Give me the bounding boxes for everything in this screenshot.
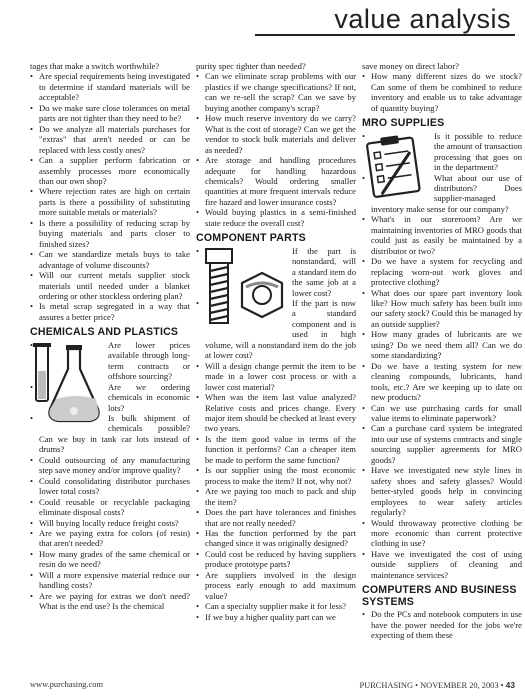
question-item: • Do we analyze all materials purchases for "extras" that aren't needed or can be replaced with less costly ones?	[30, 124, 190, 155]
question-item: • Do we make sure close tolerances on metal parts are not tighter than they need to be?	[30, 103, 190, 124]
question-item: • Is our supplier using the most economic process to make the item? If not, why not?	[196, 465, 356, 486]
question-item: • What about our use of distributors? Does supplier-managed inventory make sense for our company?	[362, 173, 522, 215]
question-item: • Will a more expensive material reduce our handling costs?	[30, 570, 190, 591]
mro-supplies-question-list	[362, 131, 522, 580]
question-item: • Could reusable or recyclable packaging eliminate disposal costs?	[30, 497, 190, 518]
continued-text: save money on direct labor?	[362, 61, 459, 71]
question-item: • Is metal scrap segregated in a way that assures a better price?	[30, 301, 190, 322]
question-item: • Is there a possibility of reducing scrap by buying materials and parts closer to finished sizes?	[30, 218, 190, 249]
question-item: • Could cost be reduced by having suppliers produce prototype parts?	[196, 549, 356, 570]
continued-text: purity spec tighter than needed?	[196, 61, 306, 71]
page-header	[0, 0, 525, 52]
question-item: • Will a design change permit the item to be made in a lower cost process or with a lower cost material?	[196, 361, 356, 392]
question-item: • Would throwaway protective clothing be more economic than current protective clothing in use?	[362, 518, 522, 549]
question-item: • Is it possible to reduce the amount of transaction processing that goes on in the department?	[362, 131, 522, 173]
column-2	[196, 61, 356, 622]
question-item: • Could outsourcing of any manufacturing step save money and/or improve quality?	[30, 455, 190, 476]
question-item: • Can a specialty supplier make it for less?	[196, 601, 356, 611]
question-item: • Is the item good value in terms of the function it performs? Can a cheaper item be made to perform the same function?	[196, 434, 356, 465]
question-item: • If the part is now a standard component and is used in high volume, will a nonstandard item do the job at lower cost?	[196, 298, 356, 361]
question-item: • What does our spare part inventory look like? How much safety has been built into our safety stock? Could this be managed by an outside supplier?	[362, 288, 522, 330]
question-item: • Do the PCs and notebook computers in use have the power needed for the jobs we're expecting of them these	[362, 609, 522, 640]
footer-url: www.purchasing.com	[30, 680, 103, 689]
heading-component-parts: COMPONENT PARTS	[196, 232, 306, 245]
question-item: • Can a purchase card system be integrated into our use of systems contracts and single sourcing supplier agreements for MRO goods?	[362, 423, 522, 465]
question-item: • Will buying locally reduce freight costs?	[30, 518, 190, 528]
question-item: • Are lower prices available through long-term contracts or offshore sourcing?	[30, 340, 190, 382]
question-item: • How much reserve inventory do we carry? What is the cost of storage? Can we get the vendor to stock bulk materials and deliver as needed?	[196, 113, 356, 155]
question-item: • Are we ordering chemicals in economic lots?	[30, 382, 190, 413]
heading-computers-business-systems: COMPUTERS AND BUSINESS SYSTEMS	[362, 584, 517, 608]
heading-chemicals-plastics: CHEMICALS AND PLASTICS	[30, 326, 179, 339]
question-item: • Are we paying for extras we don't need? What is the end use? Is the chemical	[30, 591, 190, 612]
question-item: • Are special requirements being investigated to determine if standard materials will be acceptable?	[30, 71, 190, 102]
question-item: • Can we eliminate scrap problems with our plastics if we change specifications? If not, can we re-sell the scrap? Can we save by buying another company's scrap?	[196, 71, 356, 113]
section-title: value analysis	[334, 4, 511, 34]
column-1	[30, 61, 190, 612]
question-item: • Have we investigated new style lines in safety shoes and safety glasses? Would better-styled goods help in convincing employees to wear safety articles regularly?	[362, 465, 522, 517]
question-item: • Have we investigated the cost of using outside suppliers of cleaning and maintenance services?	[362, 549, 522, 580]
page-number: 43	[505, 680, 515, 690]
question-item: • When was the item last value analyzed? Relative costs and prices change. Every major item should be checked at least every two years.	[196, 392, 356, 434]
question-item: • How many grades of the same chemical or resin do we need?	[30, 549, 190, 570]
question-item: • Are suppliers involved in the design process early enough to add maximum value?	[196, 570, 356, 601]
question-item: • Does the part have tolerances and finishes that are not really needed?	[196, 507, 356, 528]
question-item: • Are we paying too much to pack and ship the item?	[196, 486, 356, 507]
heading-mro-supplies: MRO SUPPLIES	[362, 117, 445, 130]
question-item: • Has the function performed by the part changed since it was originally designed?	[196, 528, 356, 549]
question-item: • How many grades of lubricants are we using? Do we need them all? Can we do some standardizing?	[362, 329, 522, 360]
continued-text: tages that make a switch worthwhile?	[30, 61, 160, 71]
question-item: • Do we have a testing system for new cleaning compounds, lubricants, hand tools, etc.? Are we keeping up to date on new products?	[362, 361, 522, 403]
computers-question-list	[362, 609, 522, 640]
question-item: • If we buy a higher quality part can we	[196, 612, 356, 622]
question-item: • Can we standardize metals buys to take advantage of volume discounts?	[30, 249, 190, 270]
component-parts-question-list	[196, 246, 356, 622]
footer-folio	[360, 680, 516, 690]
column-3	[362, 61, 522, 641]
question-item: • Would buying plastics in a semi-finished state reduce the overall cost?	[196, 207, 356, 228]
component-parts-question-list-continued	[362, 71, 522, 113]
question-item: • How many different sizes do we stock? Can some of them be combined to reduce inventory and enable us to take advantage of quantity buying?	[362, 71, 522, 113]
question-item: • Are we paying extra for colors (of resin) that aren't needed?	[30, 528, 190, 549]
chemicals-question-list-continued	[196, 71, 356, 228]
header-rule	[255, 34, 515, 36]
footer-magazine: PURCHASING • NOVEMBER 20, 2003 •	[359, 681, 504, 690]
question-item: • Are storage and handling procedures adequate for handling hazardous chemicals? Would ordering smaller quantities at more frequent intervals reduce fire hazard and lower insurance costs?	[196, 155, 356, 207]
metals-question-list	[30, 61, 190, 322]
question-item: • What's in our storeroom? Are we maintaining inventories of MRO goods that could just as easily be maintained by a distributor or two?	[362, 214, 522, 256]
question-item: • Where rejection rates are high on certain parts is there a possibility of substituting more suitable metals or materials?	[30, 186, 190, 217]
question-item: • If the part is nonstandard, will a standard item do the same job at a lower cost?	[196, 246, 356, 298]
question-item: • Is bulk shipment of chemicals possible? Can we buy in tank car lots instead of drums?	[30, 413, 190, 455]
chemicals-question-list	[30, 340, 190, 612]
question-item: • Could consolidating distributor purchases lower total costs?	[30, 476, 190, 497]
question-item: • Can a supplier perform fabrication or assembly processes more economically than our own shop?	[30, 155, 190, 186]
question-item: • Do we have a system for recycling and replacing worn-out work gloves and protective clothing?	[362, 256, 522, 287]
question-item: • Will our current metals supplier stock materials until needed under a blanket ordering or other stockless ordering plan?	[30, 270, 190, 301]
question-item: • Can we use purchasing cards for small value items to eliminate paperwork?	[362, 403, 522, 424]
